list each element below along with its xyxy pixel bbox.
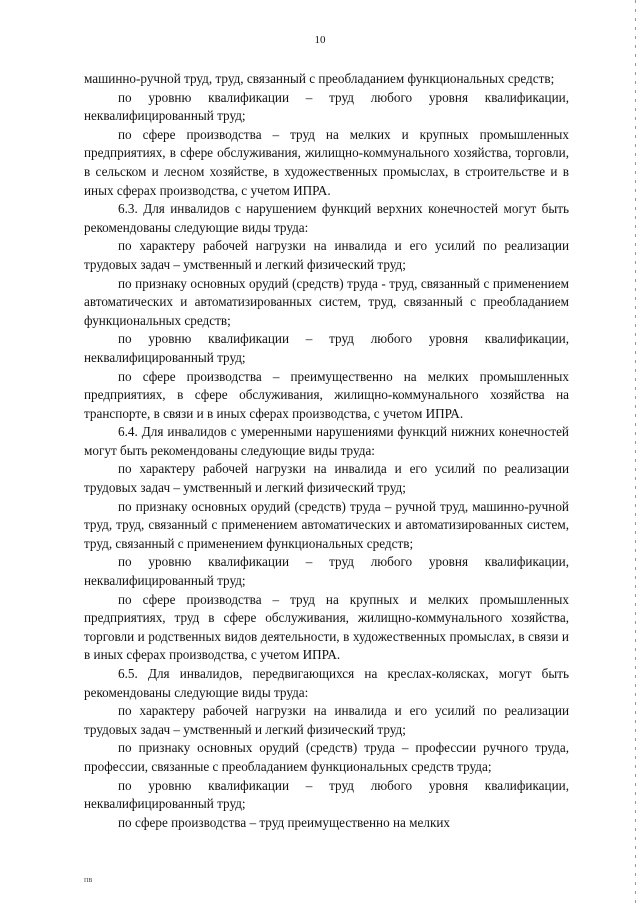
section-heading-6-3: 6.3. Для инвалидов с нарушением функций верхних конечностей могут быть рекомендованы следующие виды труда:: [84, 201, 569, 235]
page-number: 10: [314, 34, 326, 46]
paragraph: по признаку основных орудий (средств) труда – ручной труд, машинно-ручной труд, труд, связанный с применением автоматических и автоматизированных систем, труд, связанный с применением функциональных средств;: [84, 498, 569, 551]
paragraph: по сфере производства – труд на крупных и мелких промышленных предприятиях, труд в сфере обслуживания, жилищно-коммунального хозяйства, торговли и родственных видов деятельности, в художественных промыслах, в связи и в иных сферах производства, с учетом ИПРА.: [84, 591, 569, 663]
footer-mark: ПВ: [84, 878, 93, 884]
paragraph: по уровню квалификации – труд любого уровня квалификации, неквалифицированный труд;: [84, 331, 569, 365]
paragraph: по сфере производства – труд преимущественно на мелких: [118, 814, 451, 830]
document-body: [84, 70, 569, 832]
paragraph: по уровню квалификации – труд любого уровня квалификации, неквалифицированный труд;: [84, 554, 569, 589]
paragraph: по сфере производства – труд на мелких и крупных промышленных предприятиях, в сфере обслуживания, жилищно-коммунального хозяйства, торговли, в сельском и лесном хозяйстве, в художественных промыслах, в строительстве и в иных сферах производства, с учетом ИПРА.: [84, 126, 569, 198]
paragraph: по характеру рабочей нагрузки на инвалида и его усилий по реализации трудовых задач – умственный и легкий физический труд;: [84, 703, 569, 737]
paragraph: по характеру рабочей нагрузки на инвалида и его усилий по реализации трудовых задач – умственный и легкий физический труд;: [84, 238, 569, 272]
paragraph: по признаку основных орудий (средств) труда – профессии ручного труда, профессии, связанные с преобладанием функциональных средств труда;: [84, 740, 569, 774]
paragraph: по уровню квалификации – труд любого уровня квалификации, неквалифицированный труд;: [84, 777, 569, 812]
paragraph: по уровню квалификации – труд любого уровня квалификации, неквалифицированный труд;: [84, 89, 569, 124]
section-heading-6-4: 6.4. Для инвалидов с умеренными нарушениями функций нижних конечностей могут быть рекомендованы следующие виды труда:: [84, 424, 569, 458]
paragraph: по признаку основных орудий (средств) труда - труд, связанный с применением автоматических и автоматизированных систем, труд, связанный с преобладанием функциональных средств;: [84, 275, 569, 328]
paragraph: по сфере производства – преимущественно на мелких промышленных предприятиях, в сфере обслуживания, жилищно-коммунального хозяйства на транспорте, в связи и в иных сферах производства, с учетом ИПРА.: [84, 368, 569, 421]
paragraph: по характеру рабочей нагрузки на инвалида и его усилий по реализации трудовых задач – умственный и легкий физический труд;: [84, 461, 569, 496]
section-heading-6-5: 6.5. Для инвалидов, передвигающихся на креслах-колясках, могут быть рекомендованы следующие виды труда:: [84, 666, 569, 700]
paragraph: машинно-ручной труд, труд, связанный с преобладанием функциональных средств;: [84, 71, 555, 86]
scan-edge-divider: [635, 0, 636, 905]
